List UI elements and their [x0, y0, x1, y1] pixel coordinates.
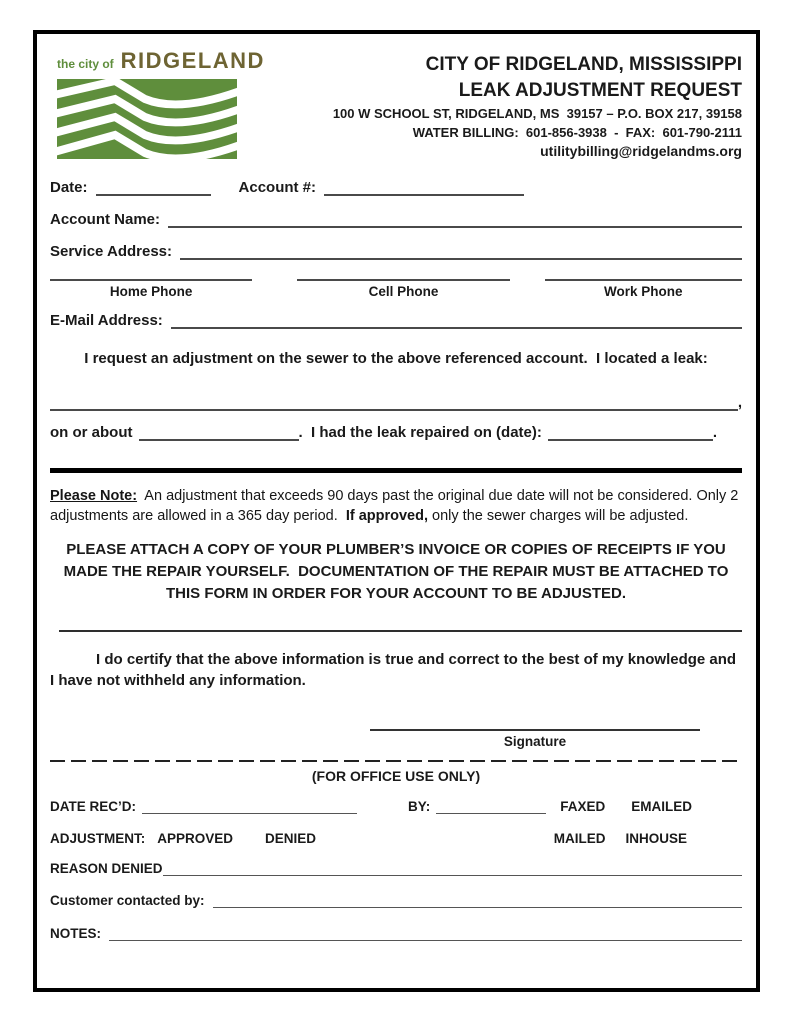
customer-contacted-input-line[interactable] [213, 895, 742, 908]
adjustment-label: ADJUSTMENT: [50, 831, 146, 846]
please-note-label: Please Note: [50, 488, 138, 504]
reason-denied-label: REASON DENIED [50, 861, 163, 876]
leak-description-input-line[interactable] [50, 396, 738, 411]
reason-denied-input-line[interactable] [163, 863, 742, 876]
account-name-label: Account Name: [50, 211, 161, 228]
work-phone-field [545, 279, 742, 299]
header-phone-fax: WATER BILLING: 601-856-3938 - FAX: 601-790-2111 [412, 125, 742, 140]
home-phone-field [50, 279, 252, 299]
customer-contacted-row [50, 893, 742, 908]
account-name-input-line[interactable] [168, 213, 742, 228]
note-body-1: An adjustment that exceeds 90 days past the original due date will not be considered. Only 2 adjustments are allowed in a 365 day period. [50, 488, 743, 524]
leak-description-trailing-comma: , [737, 394, 742, 411]
form-header [50, 48, 742, 159]
date-received-row [50, 799, 742, 814]
email-label: E-Mail Address: [50, 312, 163, 329]
home-phone-input-line[interactable] [50, 279, 252, 281]
certification-statement: I do certify that the above information is true and correct to the best of my knowledge and I have not withheld any information. [50, 651, 737, 689]
mailed-option[interactable]: MAILED [553, 831, 606, 846]
phones-row [50, 279, 742, 299]
form-title-request: LEAK ADJUSTMENT REQUEST [458, 80, 742, 101]
date-label: Date: [50, 179, 88, 196]
work-phone-input-line[interactable] [545, 279, 742, 281]
cell-phone-label: Cell Phone [368, 284, 439, 299]
header-address: 100 W SCHOOL ST, RIDGELAND, MS 39157 – P.O. BOX 217, 39158 [332, 106, 742, 121]
on-or-about-label: on or about [50, 424, 133, 441]
repair-date-input-line[interactable] [548, 426, 713, 441]
by-label: BY: [407, 799, 431, 814]
date-input-line[interactable] [96, 181, 211, 196]
repair-date-trailing-period: . [712, 424, 718, 441]
logo-city-name: RIDGELAND [120, 48, 265, 73]
email-input-line[interactable] [171, 314, 742, 329]
note-body-2: only the sewer charges will be adjusted. [428, 508, 689, 524]
logo-waves-icon [57, 79, 237, 159]
adjustment-decision-row [50, 831, 742, 846]
please-note-paragraph [50, 486, 742, 526]
attach-documentation-notice: PLEASE ATTACH A COPY OF YOUR PLUMBER’S INVOICE OR COPIES OF RECEIPTS IF YOU MADE THE REPAIR YOURSELF. DOCUMENTATION OF THE REPAIR MUST BE ATTACHED TO THIS FORM IN ORDER FOR YOUR ACCOUNT TO BE ADJUSTED. [63, 541, 733, 602]
denied-option[interactable]: DENIED [265, 831, 317, 846]
repaired-on-label: . I had the leak repaired on (date): [298, 424, 542, 441]
office-use-heading: (FOR OFFICE USE ONLY) [311, 768, 481, 784]
leak-date-input-line[interactable] [139, 426, 299, 441]
leak-dates-row [50, 424, 742, 441]
inhouse-option[interactable]: INHOUSE [625, 831, 687, 846]
date-account-row [50, 179, 742, 196]
notes-row [50, 926, 742, 941]
form-title-city: CITY OF RIDGELAND, MISSISSIPPI [425, 54, 742, 75]
cell-phone-input-line[interactable] [297, 279, 509, 281]
date-received-input-line[interactable] [142, 801, 357, 814]
section-divider-thick [50, 468, 742, 473]
received-by-group [408, 799, 692, 814]
account-number-input-line[interactable] [324, 181, 524, 196]
account-name-row [50, 211, 742, 228]
office-use-divider-dashed [50, 760, 742, 762]
cell-phone-field [297, 279, 509, 299]
section-divider-thin [59, 630, 742, 632]
notes-label: NOTES: [50, 926, 102, 941]
header-text-block [268, 48, 742, 159]
header-email: utilitybilling@ridgelandms.org [540, 143, 742, 159]
logo-tagline: the city of [57, 57, 114, 71]
home-phone-label: Home Phone [109, 284, 193, 299]
delivery-method-group [554, 831, 687, 846]
logo-wordmark [50, 48, 268, 74]
customer-contacted-label: Customer contacted by: [50, 893, 205, 908]
leak-description-row [50, 394, 742, 411]
leak-adjustment-form [33, 30, 760, 992]
account-number-label: Account #: [238, 179, 317, 196]
service-address-input-line[interactable] [180, 245, 742, 260]
faxed-option[interactable]: FAXED [560, 799, 606, 814]
ridgeland-logo [50, 48, 268, 159]
note-if-approved: If approved, [345, 508, 429, 524]
date-received-label: DATE REC’D: [50, 799, 136, 814]
work-phone-label: Work Phone [604, 284, 683, 299]
notes-input-line[interactable] [109, 928, 742, 941]
by-input-line[interactable] [436, 801, 546, 814]
email-row [50, 312, 742, 329]
service-address-label: Service Address: [50, 243, 173, 260]
request-statement: I request an adjustment on the sewer to the above referenced account. I located a leak: [84, 350, 708, 367]
service-address-row [50, 243, 742, 260]
emailed-option[interactable]: EMAILED [631, 799, 692, 814]
signature-block [370, 717, 700, 749]
reason-denied-row [50, 861, 742, 876]
signature-label: Signature [503, 734, 567, 749]
approved-option[interactable]: APPROVED [157, 831, 234, 846]
signature-input-line[interactable] [370, 717, 700, 731]
